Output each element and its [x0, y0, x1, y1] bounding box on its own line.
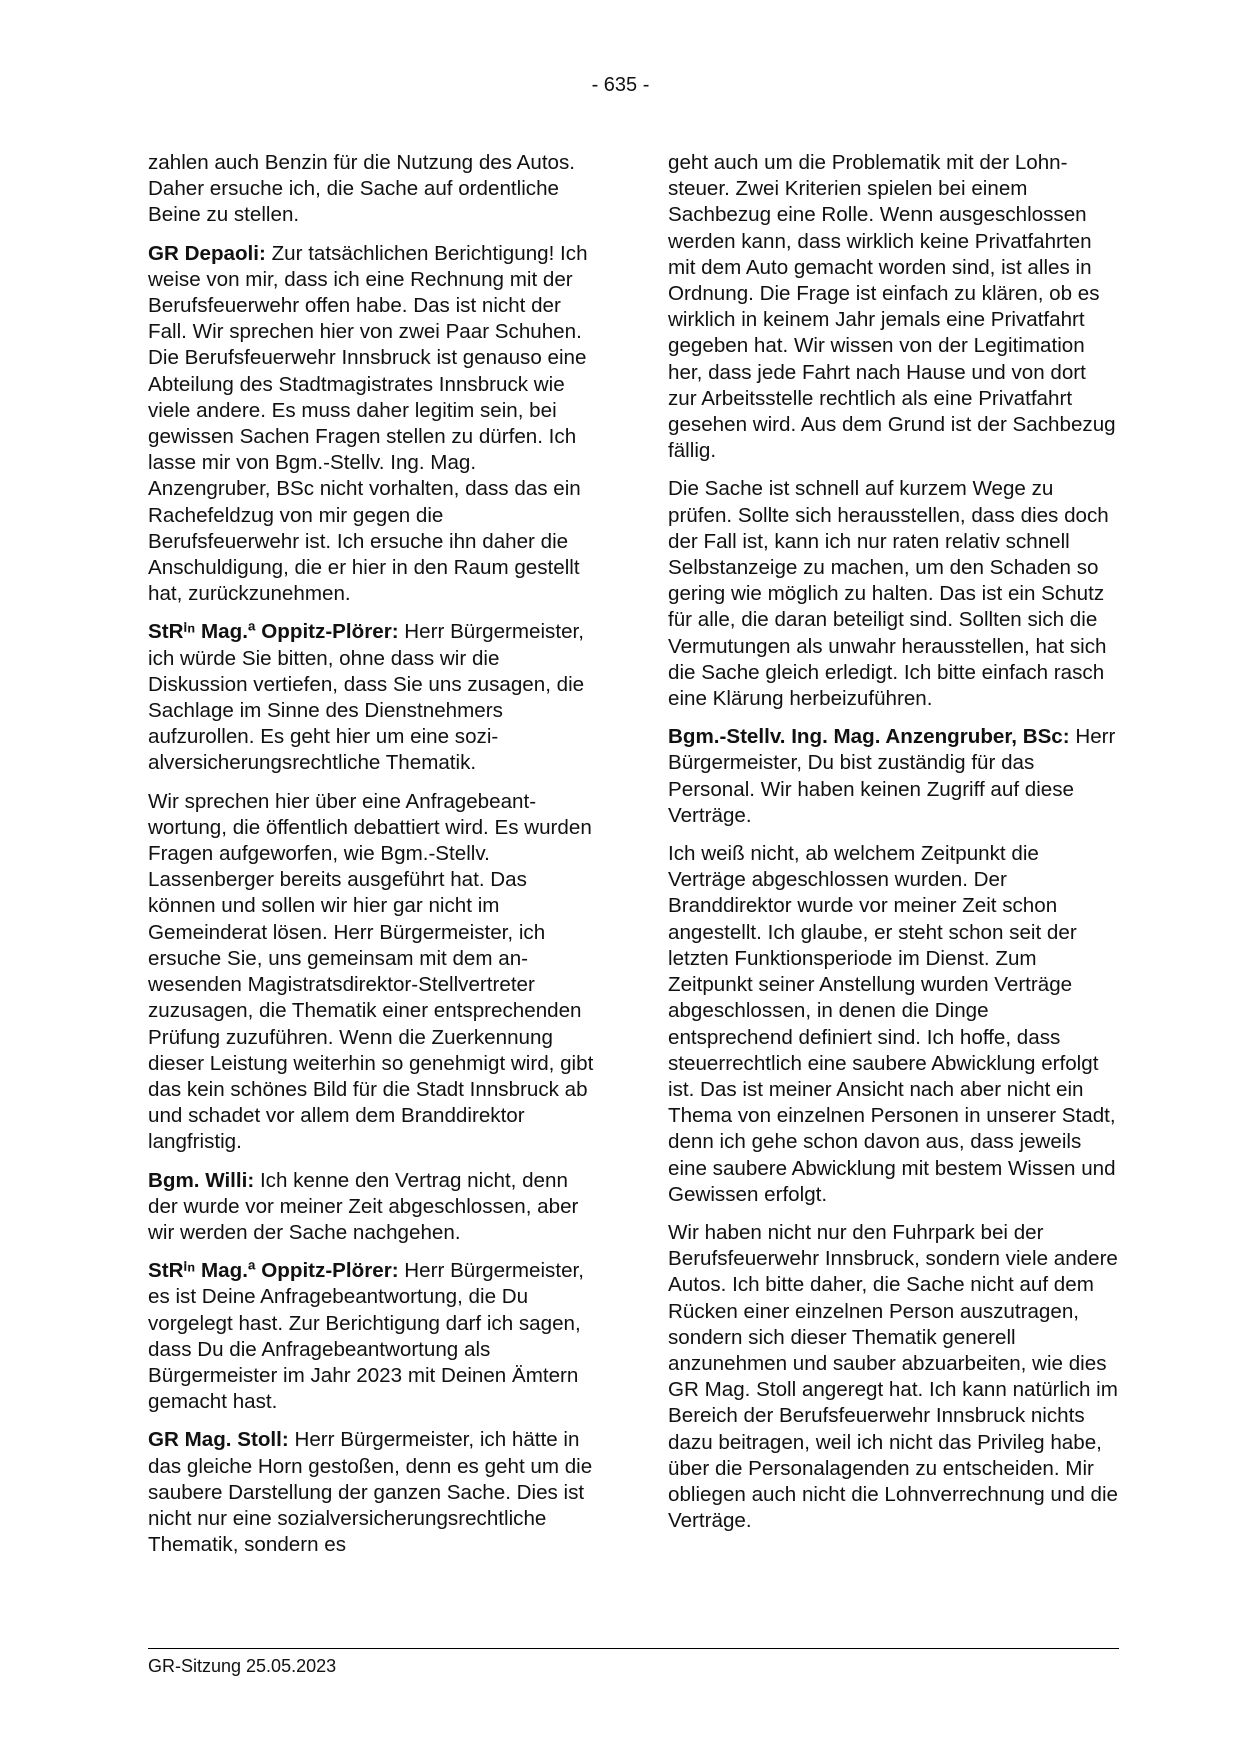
- paragraph: [148, 241, 598, 608]
- paragraph-text: Zur tatsächlichen Berichtigung! Ich weise von mir, dass ich eine Rechnung mit der Berufsfeuerwehr offen habe. Das ist nicht der Fall. Wir sprechen hier von zwei Paar Schuhen. Die Berufsfeuerwehr Innsbruck ist genauso eine Abteilung des Stadtmagistrates Innsbruck wie viele andere. Es muss daher legitim sein, bei gewissen Sachen Fragen stellen zu dürfen. Ich lasse mir von Bgm.-Stellv. Ing. Mag. Anzengruber, BSc nicht vorhalten, dass das ein Rachefeldzug von mir gegen die Berufsfeuerwehr ist. Ich ersuche ihn daher die Anschuldigung, die er hier in den Raum gestellt hat, zurückzunehmen.: [148, 241, 588, 606]
- paragraph: [668, 476, 1118, 712]
- paragraph-text: geht auch um die Problematik mit der Lohnsteuer. Zwei Kriterien spielen bei einem Sachbezug eine Rolle. Wenn ausgeschlossen werden kann, dass wirklich keine Privatfahrten mit dem Auto gemacht worden sind, ist alles in Ordnung. Die Frage ist einfach zu klären, ob es wirklich in keinem Jahr jemals eine Privatfahrt gegeben hat. Wir wissen von der Legitimation her, dass jede Fahrt nach Hause und von dort zur Arbeitsstelle rechtlich als eine Privatfahrt gesehen wird. Aus dem Grund ist der Sachbezug fällig.: [668, 151, 1116, 463]
- paragraph-text: zahlen auch Benzin für die Nutzung des Autos. Daher ersuche ich, die Sache auf ordentliche Beine zu stellen.: [148, 151, 576, 227]
- paragraph: [668, 841, 1118, 1208]
- paragraph: [148, 1168, 598, 1247]
- footer-session-label: GR-Sitzung 25.05.2023: [148, 1656, 337, 1676]
- paragraph-text: Ich weiß nicht, ab welchem Zeitpunkt die Verträge abgeschlossen wurden. Der Branddirektor wurde vor meiner Zeit schon angestellt. Ich glaube, er steht schon seit der letzten Funktionsperiode im Dienst. Zum Zeitpunkt seiner Anstellung wurden Verträge abgeschlossen, in denen die Dinge entsprechend definiert sind. Ich hoffe, dass steuerrechtlich eine saubere Abwicklung erfolgt ist. Das ist meiner Ansicht nach aber nicht ein Thema von einzelnen Personen in unserer Stadt, denn ich gehe schon davon aus, dass jeweils eine saubere Abwicklung mit bestem Wissen und Gewissen erfolgt.: [668, 842, 1116, 1206]
- paragraph: [148, 789, 598, 1156]
- paragraph: [668, 150, 1118, 464]
- paragraph: [148, 150, 598, 229]
- paragraph: [668, 1220, 1118, 1534]
- speaker-name: GR Depaoli:: [148, 241, 266, 265]
- paragraph: [148, 1427, 598, 1558]
- paragraph-text: Die Sache ist schnell auf kurzem Wege zu prüfen. Sollte sich herausstellen, dass dies doch der Fall ist, kann ich nur raten relativ schnell Selbstanzeige zu machen, um den Schaden so gering wie möglich zu halten. Das ist ein Schutz für alle, die daran beteiligt sind. Sollten sich die Vermutungen als unwahr herausstellen, hat sich die Sache gleich erledigt. Ich bitte einfach rasch eine Klärung herbeizuführen.: [668, 477, 1109, 711]
- paragraph-text: Herr Bürgermeister, ich hätte in das gleiche Horn gestoßen, denn es geht um die saubere Darstellung der ganzen Sache. Dies ist nicht nur eine sozialversicherungsrechtliche Thematik, sondern es: [148, 1428, 593, 1557]
- paragraph: [148, 619, 598, 776]
- speaker-name: Bgm. Willi:: [148, 1168, 255, 1192]
- page-number: - 635 -: [591, 74, 650, 96]
- speaker-name: GR Mag. Stoll:: [148, 1428, 289, 1452]
- paragraph-text: Herr Bürgermeister, ich würde Sie bitten, ohne dass wir die Diskussion vertiefen, dass Sie uns zusagen, die Sachlage im Sinne des Dienstnehmers aufzurollen. Es geht hier um eine sozialversicherungsrechtliche Thematik.: [148, 620, 585, 775]
- paragraph-text: Herr Bürgermeister, Du bist zuständig für das Personal. Wir haben keinen Zugriff auf diese Verträge.: [668, 725, 1116, 827]
- speaker-name: StRⁱⁿ Mag.ª Oppitz-Plörer:: [148, 1259, 399, 1283]
- left-column: [148, 150, 598, 1570]
- paragraph-text: Ich kenne den Vertrag nicht, denn der wurde vor meiner Zeit abgeschlossen, aber wir werden der Sache nachgehen.: [148, 1168, 579, 1244]
- paragraph-text: Wir haben nicht nur den Fuhrpark bei der Berufsfeuerwehr Innsbruck, sondern viele andere Autos. Ich bitte daher, die Sache nicht auf dem Rücken einer einzelnen Person auszutragen, sondern sich dieser Thematik generell anzunehmen und sauber abzuarbeiten, wie dies GR Mag. Stoll angeregt hat. Ich kann natürlich im Bereich der Berufsfeuerwehr Innsbruck nichts dazu beitragen, weil ich nicht das Privileg habe, über die Personalagenden zu entscheiden. Mir obliegen auch nicht die Lohnverrechnung und die Verträge.: [668, 1220, 1118, 1533]
- speaker-name: Bgm.-Stellv. Ing. Mag. Anzengruber, BSc:: [668, 725, 1070, 749]
- paragraph: [668, 724, 1118, 829]
- right-column: [668, 150, 1118, 1546]
- paragraph: [148, 1258, 598, 1415]
- footer-divider: [148, 1648, 1119, 1649]
- paragraph-text: Wir sprechen hier über eine Anfragebeantwortung, die öffentlich debattiert wird. Es wurden Fragen aufgeworfen, wie Bgm.-Stellv. Lassenberger bereits ausgeführt hat. Das können und sollen wir hier gar nicht im Gemeinderat lösen. Herr Bürgermeister, ich ersuche Sie, uns gemeinsam mit dem anwesenden Magistratsdirektor-Stellvertreter zuzusagen, die Thematik einer entsprechenden Prüfung zuzuführen. Wenn die Zuerkennung dieser Leistung weiterhin so genehmigt wird, gibt das kein schönes Bild für die Stadt Innsbruck ab und schadet vor allem dem Branddirektor langfristig.: [148, 789, 594, 1154]
- paragraph-text: Herr Bürgermeister, es ist Deine Anfragebeantwortung, die Du vorgelegt hast. Zur Berichtigung darf ich sagen, dass Du die Anfragebeantwortung als Bürgermeister im Jahr 2023 mit Deinen Ämtern gemacht hast.: [148, 1259, 584, 1414]
- speaker-name: StRⁱⁿ Mag.ª Oppitz-Plörer:: [148, 620, 399, 644]
